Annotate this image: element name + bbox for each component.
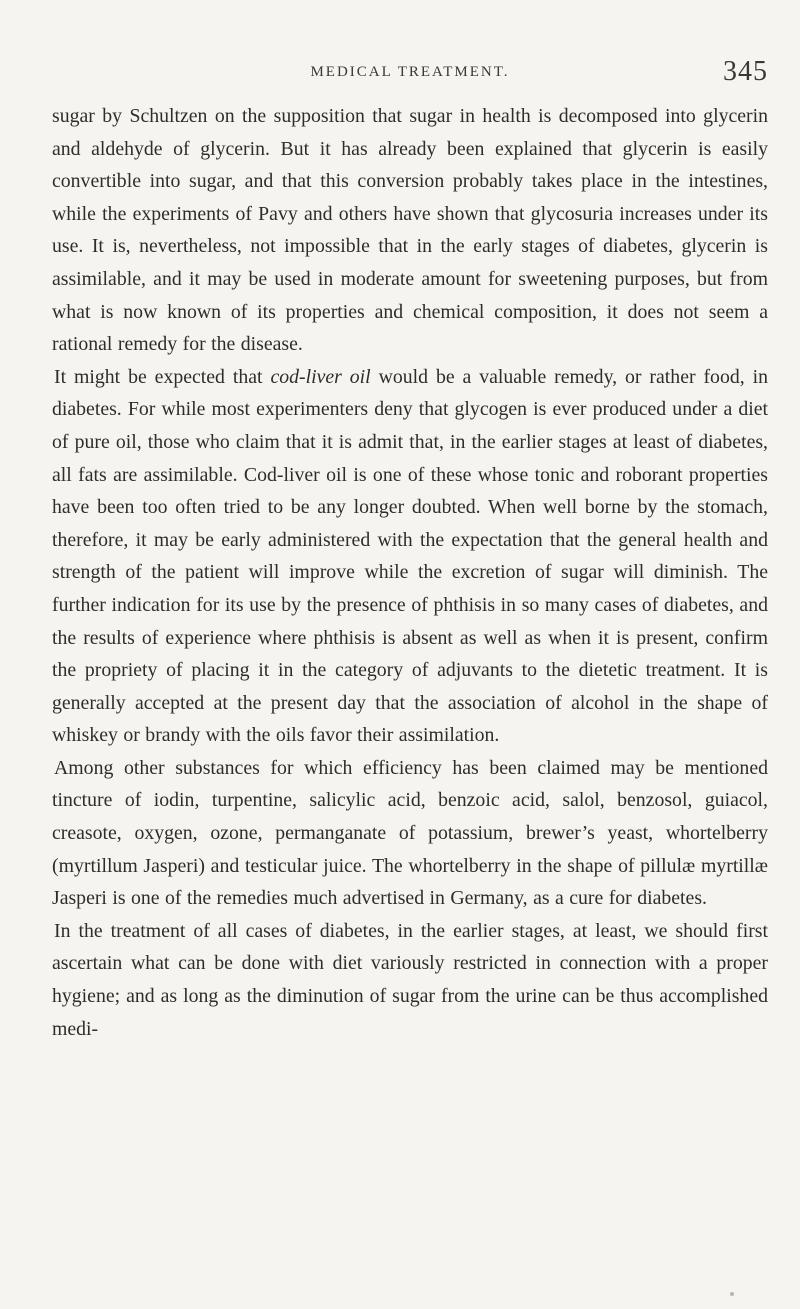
paragraph-other-substances: Among other substances for which efficiency has been claimed may be mentioned tincture of iodin, turpentine, salicylic acid, benzoic acid, salol, benzosol, guiacol, creasote, oxygen, ozone, permanganate of potassium, brewer’s yeast, whortelberry (myrtillum Jasperi) and testicular juice. The whortelberry in the shape of pillulæ myrtillæ Jasperi is one of the remedies much advertised in Germany, as a cure for diabetes. — [52, 756, 768, 910]
paragraph-treatment: In the treatment of all cases of diabetes, in the earlier stages, at least, we should first ascertain what can be done with diet variously restricted in connection with a proper hygiene; and as long as the diminution of sugar from the urine can be thus accomplished medi- — [52, 919, 768, 1040]
scan-speck — [730, 1292, 734, 1296]
paragraph-text: It might be expected that — [54, 365, 271, 388]
running-title: MEDICAL TREATMENT. — [310, 64, 510, 80]
paragraph-cod-liver-oil — [52, 361, 768, 752]
paragraph-text: would be a valuable remedy, or rather food, in diabetes. For while most experimenters deny that glycogen is ever produced under a diet of pure oil, those who claim that it is admit that, in the earlier stages at least of diabetes, all fats are assimilable. Cod-liver oil is one of these whose tonic and roborant properties have been too often tried to be any longer doubted. When well borne by the stomach, therefore, it may be early administered with the expectation that the general health and strength of the patient will improve while the excretion of sugar will diminish. The further indication for its use by the presence of phthisis in so many cases of diabetes, and the results of experience where phthisis is absent as well as when it is present, confirm the propriety of placing it in the category of adjuvants to the dietetic treatment. It is generally accepted at the present day that the association of alcohol in the shape of whiskey or brandy with the oils favor their assimilation. — [52, 365, 768, 747]
running-head — [52, 56, 768, 96]
body-text — [52, 100, 768, 1045]
paragraph-glycerin: sugar by Schultzen on the supposition that sugar in health is decomposed into glycerin and aldehyde of glycerin. But it has already been explained that glycerin is easily convertible into sugar, and that this conversion probably takes place in the intestines, while the experiments of Pavy and others have shown that glycosuria increases under its use. It is, nevertheless, not impossible that in the early stages of diabetes, glycerin is assimilable, and it may be used in moderate amount for sweetening purposes, but from what is now known of its properties and chemical composition, it does not seem a rational remedy for the disease. — [52, 105, 768, 356]
page-number: 345 — [723, 56, 768, 87]
emphasized-term: cod-liver oil — [270, 365, 371, 388]
